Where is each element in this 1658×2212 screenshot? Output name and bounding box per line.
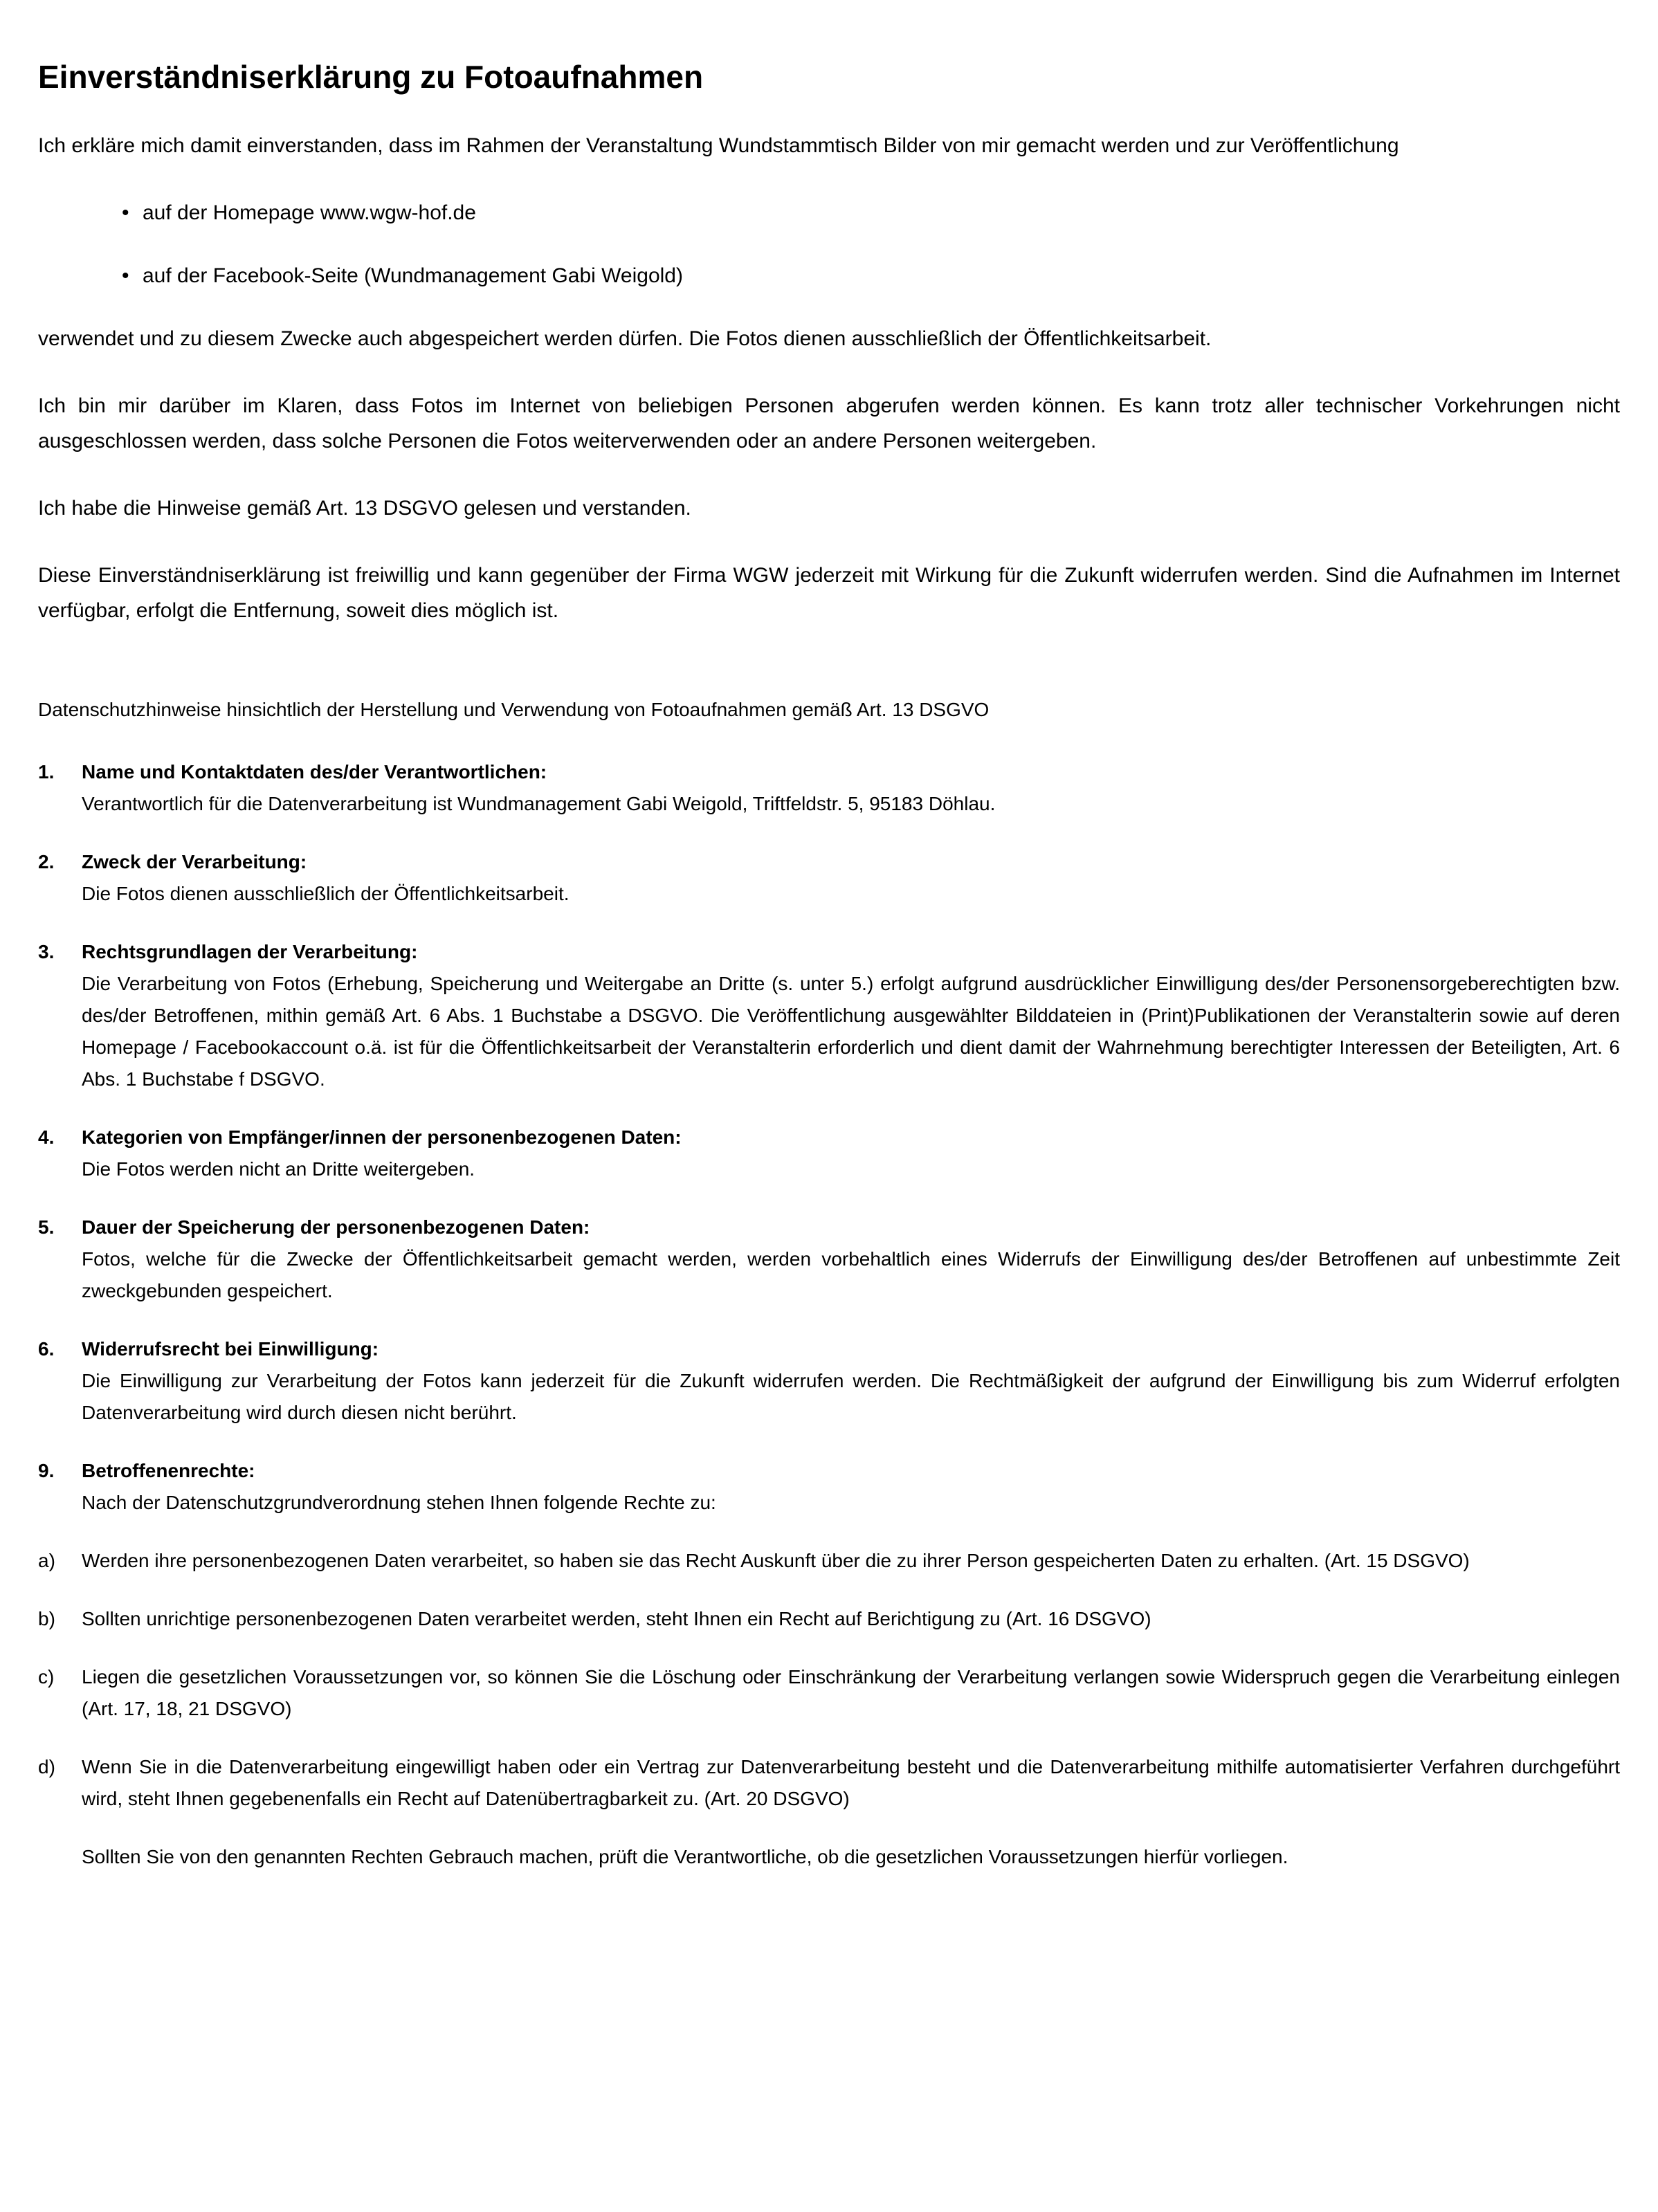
- privacy-item-number: 5.: [38, 1216, 55, 1238]
- privacy-item-2: [38, 846, 1620, 910]
- right-item-body: Sollten unrichtige personenbezogenen Daten verarbeitet werden, steht Ihnen ein Recht auf Berichtigung zu (Art. 16 DSGVO): [82, 1608, 1151, 1629]
- dsgvo-acknowledgement-paragraph: Ich habe die Hinweise gemäß Art. 13 DSGVO gelesen und verstanden.: [38, 497, 691, 520]
- privacy-item-number: 6.: [38, 1338, 55, 1360]
- right-item-letter: b): [38, 1608, 55, 1629]
- right-item-body: Liegen die gesetzlichen Voraussetzungen vor, so können Sie die Löschung oder Einschränkung der Verarbeitung verlangen sowie Widerspruch gegen die Verarbeitung einlegen (Art. 17, 18, 21 DSGVO): [82, 1666, 1620, 1719]
- document-title: Einverständniserklärung zu Fotoaufnahmen: [38, 59, 704, 95]
- privacy-item-title: Name und Kontaktdaten des/der Verantwortlichen:: [82, 761, 547, 783]
- privacy-item-title: Widerrufsrecht bei Einwilligung:: [82, 1338, 379, 1360]
- right-item-letter: a): [38, 1550, 55, 1571]
- privacy-item-number: 1.: [38, 761, 55, 783]
- right-item-body: Werden ihre personenbezogenen Daten verarbeitet, so haben sie das Recht Auskunft über die zu ihrer Person gespeicherten Daten zu erhalten. (Art. 15 DSGVO): [82, 1550, 1470, 1571]
- privacy-item-body: Verantwortlich für die Datenverarbeitung ist Wundmanagement Gabi Weigold, Triftfeldstr. 5, 95183 Döhlau.: [82, 793, 996, 814]
- privacy-item-title: Dauer der Speicherung der personenbezogenen Daten:: [82, 1216, 590, 1238]
- privacy-item-9: [38, 1455, 1620, 1519]
- privacy-item-number: 3.: [38, 941, 55, 962]
- right-item-letter: d): [38, 1756, 55, 1777]
- revocation-paragraph: Diese Einverständniserklärung ist freiwillig und kann gegenüber der Firma WGW jederzeit mit Wirkung für die Zukunft widerrufen werden. Sind die Aufnahmen im Internet verfügbar, erfolgt die Entfernung, soweit dies möglich ist.: [38, 564, 1620, 622]
- bullet-text: auf der Facebook-Seite (Wundmanagement Gabi Weigold): [143, 264, 683, 287]
- closing-paragraph: Sollten Sie von den genannten Rechten Gebrauch machen, prüft die Verantwortliche, ob die gesetzlichen Voraussetzungen hierfür vorliegen.: [82, 1846, 1288, 1867]
- privacy-item-number: 4.: [38, 1126, 55, 1148]
- privacy-item-6: [38, 1333, 1620, 1429]
- privacy-item-body: Die Fotos werden nicht an Dritte weitergeben.: [82, 1158, 475, 1180]
- privacy-item-title: Rechtsgrundlagen der Verarbeitung:: [82, 941, 418, 962]
- privacy-item-number: 2.: [38, 851, 55, 872]
- privacy-item-body: Fotos, welche für die Zwecke der Öffentlichkeitsarbeit gemacht werden, werden vorbehaltlich eines Widerrufs der Einwilligung des/der Betroffenen auf unbestimmte Zeit zweckgebunden gespeichert.: [82, 1248, 1620, 1301]
- right-item-b: [38, 1603, 1620, 1635]
- privacy-item-number: 9.: [38, 1460, 55, 1481]
- right-item-letter: c): [38, 1666, 55, 1688]
- right-item-a: [38, 1545, 1620, 1577]
- privacy-item-body: Die Einwilligung zur Verarbeitung der Fotos kann jederzeit für die Zukunft widerrufen werden. Die Rechtmäßigkeit der aufgrund der Einwilligung bis zum Widerruf erfolgten Datenverarbeitung wird durch diesen nicht berührt.: [82, 1370, 1620, 1423]
- privacy-item-5: [38, 1212, 1620, 1307]
- privacy-item-title: Zweck der Verarbeitung:: [82, 851, 307, 872]
- privacy-item-body: Nach der Datenschutzgrundverordnung stehen Ihnen folgende Rechte zu:: [82, 1492, 716, 1513]
- bullet-item-homepage: [38, 195, 1620, 230]
- internet-risk-paragraph: Ich bin mir darüber im Klaren, dass Fotos im Internet von beliebigen Personen abgerufen werden können. Es kann trotz aller technischer Vorkehrungen nicht ausgeschlossen werden, dass solche Personen die Fotos weiterverwenden oder an andere Personen weitergeben.: [38, 394, 1620, 453]
- bullet-item-facebook: [38, 258, 1620, 293]
- privacy-item-4: [38, 1122, 1620, 1185]
- privacy-notice-heading: Datenschutzhinweise hinsichtlich der Herstellung und Verwendung von Fotoaufnahmen gemäß Art. 13 DSGVO: [38, 699, 990, 720]
- right-item-d: [38, 1751, 1620, 1815]
- privacy-item-1: [38, 756, 1620, 820]
- usage-paragraph: verwendet und zu diesem Zwecke auch abgespeichert werden dürfen. Die Fotos dienen ausschließlich der Öffentlichkeitsarbeit.: [38, 327, 1212, 350]
- consent-intro-paragraph: Ich erkläre mich damit einverstanden, dass im Rahmen der Veranstaltung Wundstammtisch Bilder von mir gemacht werden und zur Veröffentlichung: [38, 134, 1399, 157]
- bullet-icon: •: [122, 201, 129, 224]
- privacy-item-body: Die Fotos dienen ausschließlich der Öffentlichkeitsarbeit.: [82, 883, 570, 904]
- privacy-item-title: Kategorien von Empfänger/innen der personenbezogenen Daten:: [82, 1126, 682, 1148]
- privacy-item-3: [38, 936, 1620, 1095]
- right-item-c: [38, 1661, 1620, 1725]
- bullet-text: auf der Homepage www.wgw-hof.de: [143, 201, 476, 224]
- right-item-body: Wenn Sie in die Datenverarbeitung eingewilligt haben oder ein Vertrag zur Datenverarbeitung besteht und die Datenverarbeitung mithilfe automatisierter Verfahren durchgeführt wird, steht Ihnen gegebenenfalls ein Recht auf Datenübertragbarkeit zu. (Art. 20 DSGVO): [82, 1756, 1620, 1809]
- privacy-item-body: Die Verarbeitung von Fotos (Erhebung, Speicherung und Weitergabe an Dritte (s. unter 5.) erfolgt aufgrund ausdrücklicher Einwilligung des/der Personensorgeberechtigten bzw. des/der Betroffenen, mithin gemäß Art. 6 Abs. 1 Buchstabe a DSGVO. Die Veröffentlichung ausgewählter Bilddateien in (Print)Publikationen der Veranstalterin sowie auf deren Homepage / Facebookaccount o.ä. ist für die Öffentlichkeitsarbeit der Veranstalterin erforderlich und dient damit der Wahrnehmung berechtigter Interessen der Beteiligten, Art. 6 Abs. 1 Buchstabe f DSGVO.: [82, 973, 1620, 1090]
- bullet-icon: •: [122, 264, 129, 287]
- privacy-item-title: Betroffenenrechte:: [82, 1460, 255, 1481]
